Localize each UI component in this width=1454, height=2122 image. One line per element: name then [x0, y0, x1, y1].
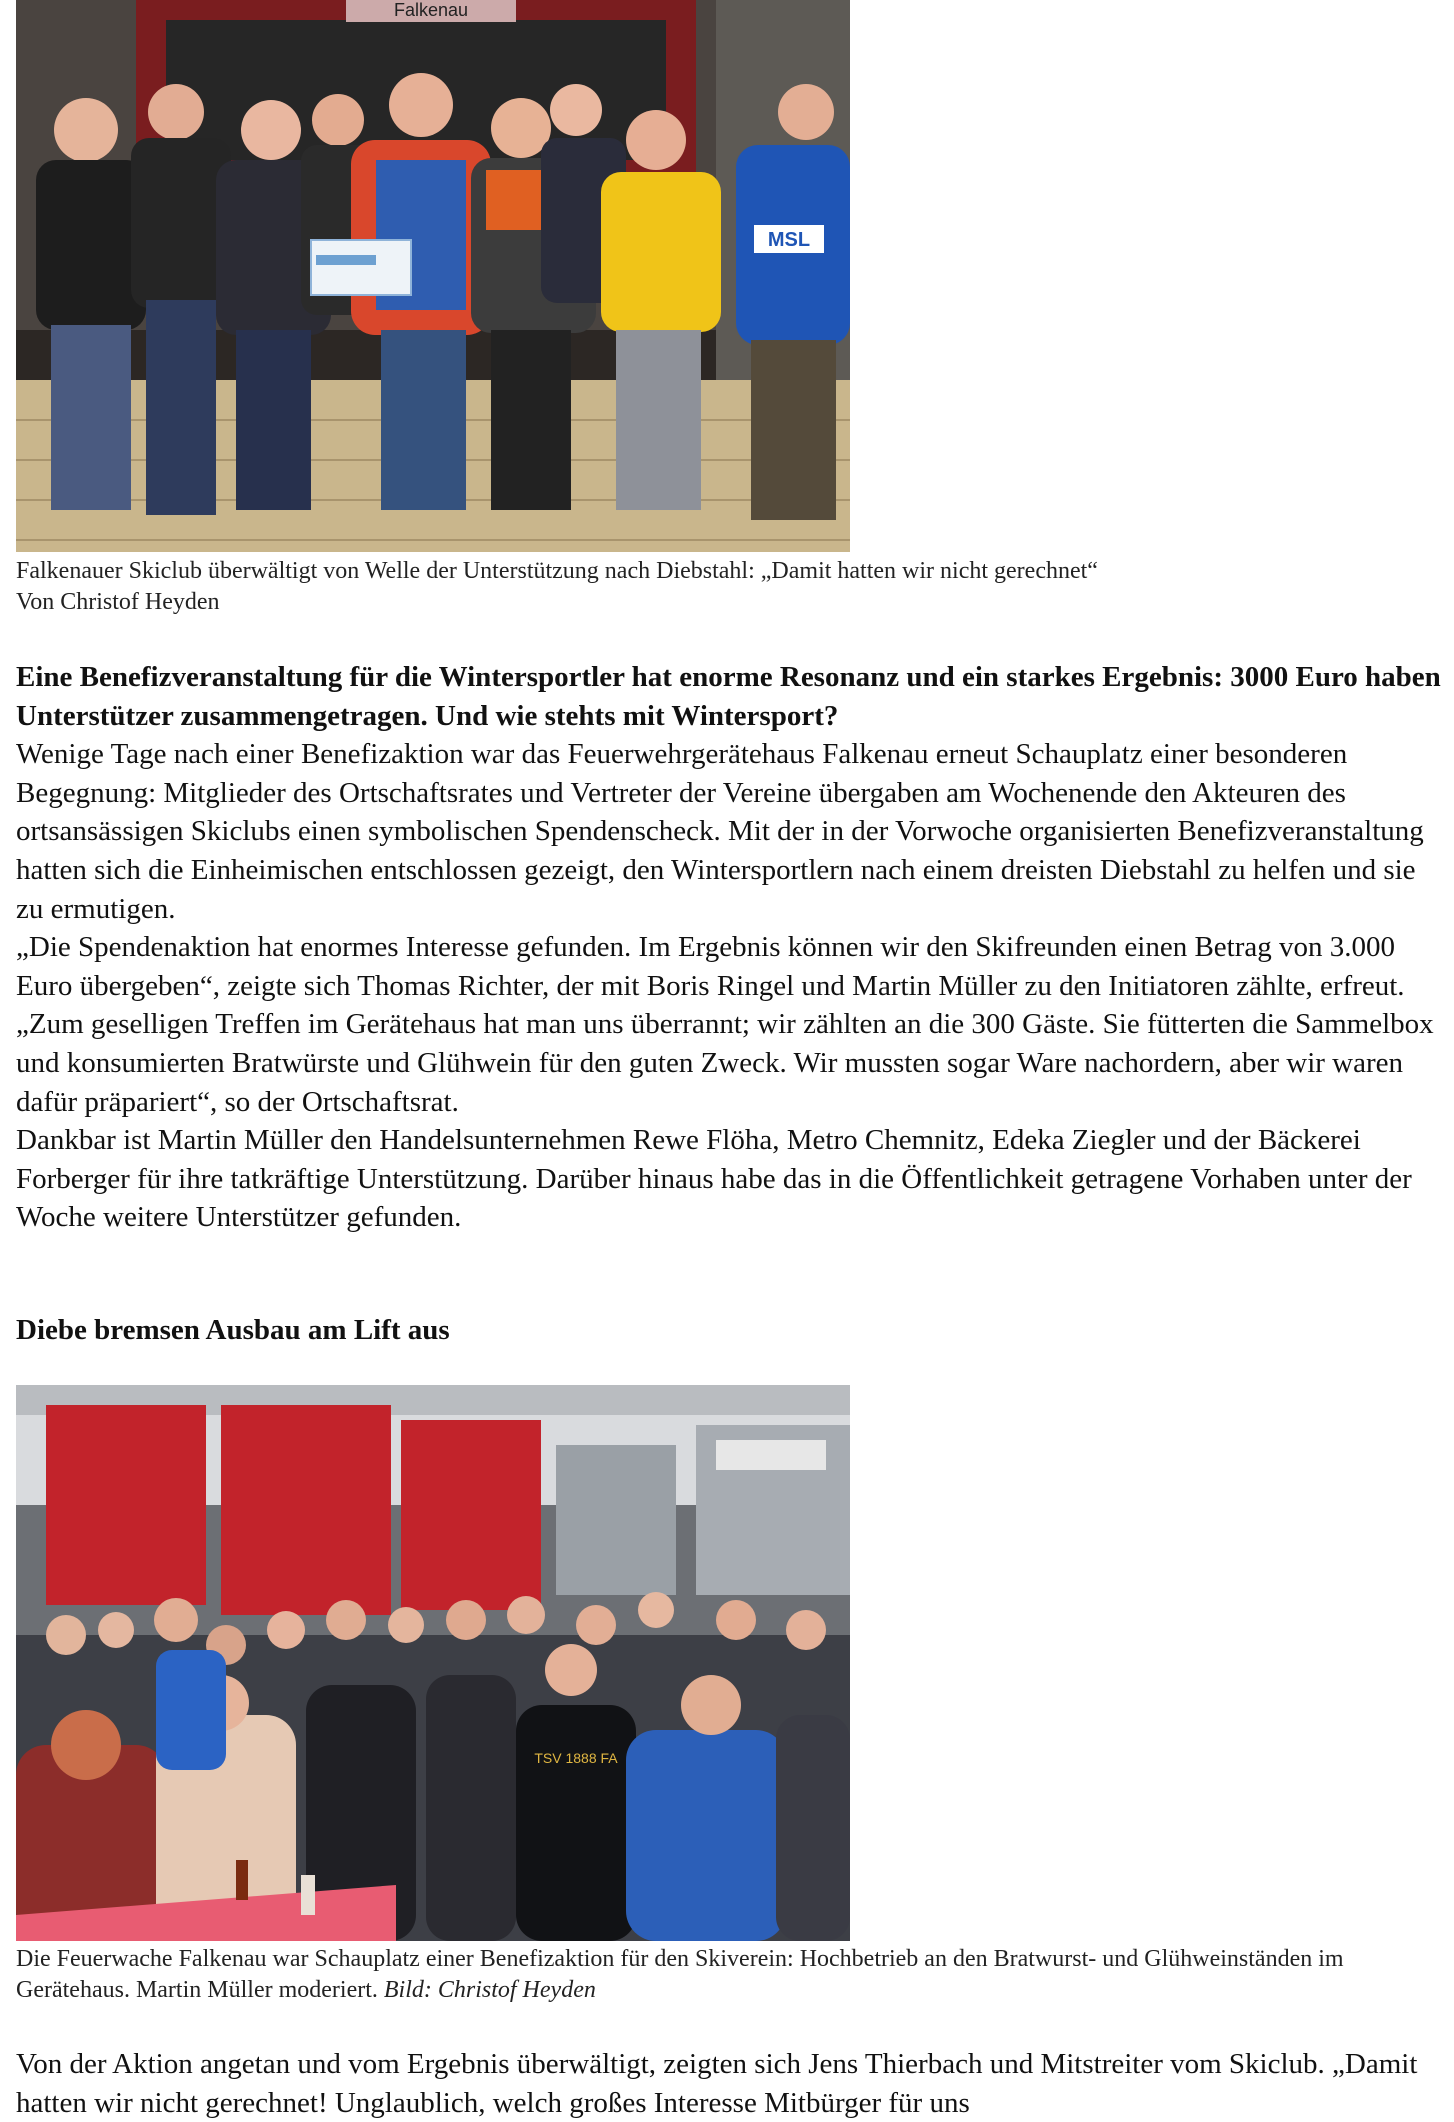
paragraph: Von der Aktion angetan und vom Ergebnis überwältigt, zeigten sich Jens Thierbach und Mitstreiter vom Skiclub. „Damit hatten wir nicht gerechnet! Unglaublich, welch großes Interesse Mitbürger für uns — [16, 2048, 1418, 2119]
paragraph: Wenige Tage nach einer Benefizaktion war das Feuerwehrgerätehaus Falkenau erneut Schauplatz einer besonderen Begegnung: Mitglieder des Ortschaftsrates und Vertreter der Vereine übergaben am Wochenende den Akteuren des ortsansässigen Skiclubs einen symbolischen Spendenscheck. Mit der in der Vorwoche organisierten Benefizveranstaltung hatten sich die Einheimischen entschlossen gezeigt, den Wintersportlern nach einem dreisten Diebstahl zu helfen und sie zu ermutigen. — [16, 738, 1424, 925]
crowd-silhouettes — [16, 1592, 850, 1941]
paragraph: Dankbar ist Martin Müller den Handelsunternehmen Rewe Flöha, Metro Chemnitz, Edeka Ziegler und der Bäckerei Forberger für ihre tatkräftige Unterstützung. Darüber hinaus habe das in die Öffentlichkeit getragene Vorhaben unter der Woche weitere Unterstützer gefunden. — [16, 1124, 1412, 1234]
truck-sign: Falkenau — [393, 0, 469, 20]
paragraph: „Die Spendenaktion hat enormes Interesse gefunden. Im Ergebnis können wir den Skifreunden einen Betrag von 3.000 Euro übergeben“, zeigte sich Thomas Richter, der mit Boris Ringel und Martin Müller zu den Initiatoren zählte, erfreut. „Zum geselligen Treffen im Gerätehaus hat man uns überrannt; wir zählten an die 300 Gäste. Sie fütterten die Sammelbox und konsumierten Bratwürste und Glühwein für den guten Zweck. Wir mussten sogar Ware nachordern, aber wir waren dafür präpariert“, so der Ortschaftsrat. — [16, 931, 1434, 1118]
jersey-text: TSV 1888 FA — [534, 1750, 618, 1766]
caption-text: Falkenauer Skiclub überwältigt von Welle der Unterstützung nach Diebstahl: „Damit hatten wir nicht gerechnet“ — [16, 558, 1098, 584]
caption-text: Die Feuerwache Falkenau war Schauplatz einer Benefizaktion für den Skiverein: Hochbetrieb an den Bratwurst- und Glühweinständen im Gerätehaus. Martin Müller moderiert. — [16, 1946, 1344, 2003]
crowd-photo — [16, 1385, 850, 1941]
crowd-photo-image — [16, 1385, 850, 1941]
byline: Von Christof Heyden — [16, 589, 220, 615]
jersey-text: MSL — [767, 229, 811, 251]
photo-credit: Bild: Christof Heyden — [383, 1977, 596, 2003]
group-photo — [16, 0, 850, 552]
photo-caption — [16, 1944, 1416, 2006]
article-body — [16, 658, 1441, 1237]
section-heading: Diebe bremsen Ausbau am Lift aus — [16, 1314, 450, 1346]
article-lead: Eine Benefizveranstaltung für die Wintersportler hat enorme Resonanz und ein starkes Ergebnis: 3000 Euro haben Unterstützer zusammengetragen. Und wie stehts mit Wintersport? — [16, 661, 1441, 732]
photo-caption — [16, 556, 1416, 618]
group-photo-image — [16, 0, 850, 552]
